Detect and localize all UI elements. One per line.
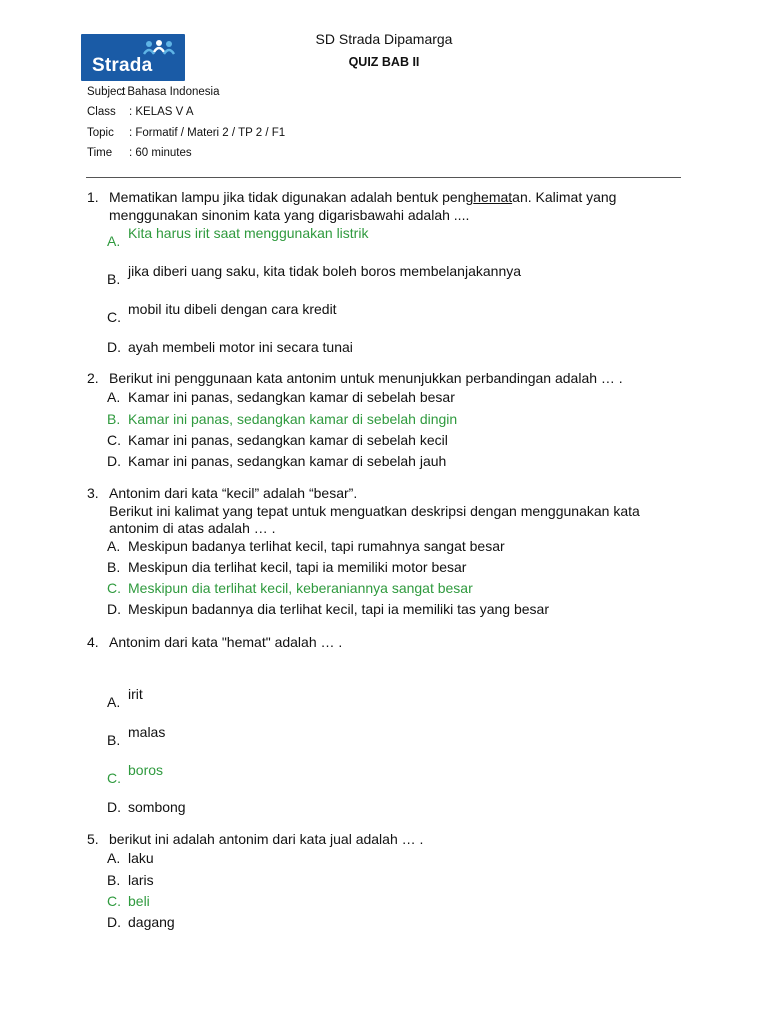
option-text: boros: [128, 762, 164, 778]
question-text-part: Mematikan lampu jika tidak digunakan adalah bentuk peng: [109, 189, 474, 205]
question-3-text: Antonim dari kata “kecil” adalah “besar”.: [109, 485, 358, 501]
option-text: Meskipun dia terlihat kecil, tapi ia memiliki motor besar: [128, 559, 467, 575]
meta-class: [87, 106, 194, 118]
option-letter: C.: [107, 432, 121, 448]
option-text: Kamar ini panas, sedangkan kamar di sebelah jauh: [128, 453, 447, 469]
question-3-text-line3: antonim di atas adalah … .: [109, 520, 276, 536]
option-letter: A.: [107, 850, 121, 866]
option-text: sombong: [128, 799, 186, 815]
meta-time: [87, 147, 192, 159]
option-text: jika diberi uang saku, kita tidak boleh boros membelanjakannya: [128, 263, 522, 279]
meta-value: : Bahasa Indonesia: [121, 86, 220, 98]
school-name: SD Strada Dipamarga: [315, 31, 453, 47]
option-text: malas: [128, 724, 166, 740]
option-text: laku: [128, 850, 154, 866]
option-letter: A.: [107, 694, 121, 710]
meta-label: Time: [87, 147, 113, 159]
option-text: laris: [128, 872, 154, 888]
logo-text: Strada: [92, 55, 153, 76]
question-text-part: an. Kalimat yang: [512, 189, 617, 205]
question-number: 5.: [87, 831, 99, 847]
option-text: Kamar ini panas, sedangkan kamar di sebelah dingin: [128, 411, 458, 427]
question-5-text: berikut ini adalah antonim dari kata jual adalah … .: [109, 831, 424, 847]
option-text: beli: [128, 893, 150, 909]
option-text: Kamar ini panas, sedangkan kamar di sebelah kecil: [128, 432, 448, 448]
option-letter: B.: [107, 872, 121, 888]
question-4-text: Antonim dari kata "hemat" adalah … .: [109, 634, 343, 650]
option-text: ayah membeli motor ini secara tunai: [128, 339, 353, 355]
meta-label: Topic: [87, 127, 114, 139]
option-letter: C.: [107, 893, 121, 909]
option-letter: D.: [107, 914, 121, 930]
meta-value: : Formatif / Materi 2 / TP 2 / F1: [129, 127, 286, 139]
option-letter: C.: [107, 580, 121, 596]
option-text: dagang: [128, 914, 175, 930]
option-letter: A.: [107, 233, 121, 249]
meta-label: Class: [87, 106, 116, 118]
option-letter: A.: [107, 538, 121, 554]
option-text: irit: [128, 686, 143, 702]
option-letter: B.: [107, 732, 121, 748]
question-1-text: [109, 189, 616, 205]
option-text: mobil itu dibeli dengan cara kredit: [128, 301, 337, 317]
question-number: 1.: [87, 189, 99, 205]
option-letter: D.: [107, 453, 121, 469]
meta-value: : KELAS V A: [129, 106, 194, 118]
option-letter: B.: [107, 271, 121, 287]
meta-label: Subject: [87, 86, 126, 98]
option-letter: B.: [107, 411, 121, 427]
meta-topic: [87, 127, 285, 139]
question-2-text: Berikut ini penggunaan kata antonim untuk menunjukkan perbandingan adalah … .: [109, 370, 623, 386]
question-number: 2.: [87, 370, 99, 386]
option-letter: C.: [107, 309, 121, 325]
option-letter: A.: [107, 389, 121, 405]
option-text: Meskipun dia terlihat kecil, keberaniannya sangat besar: [128, 580, 473, 596]
option-text: Meskipun badannya dia terlihat kecil, tapi ia memiliki tas yang besar: [128, 601, 549, 617]
option-text: Kamar ini panas, sedangkan kamar di sebelah besar: [128, 389, 455, 405]
option-letter: D.: [107, 339, 121, 355]
question-3-text-line2: Berikut ini kalimat yang tepat untuk menguatkan deskripsi dengan menggunakan kata: [109, 503, 640, 519]
question-number: 3.: [87, 485, 99, 501]
option-letter: B.: [107, 559, 121, 575]
question-1-text-line2: menggunakan sinonim kata yang digarisbawahi adalah ....: [109, 207, 470, 223]
header-divider: [86, 177, 681, 178]
option-text: Meskipun badanya terlihat kecil, tapi rumahnya sangat besar: [128, 538, 505, 554]
quiz-title: QUIZ BAB II: [348, 55, 420, 69]
question-number: 4.: [87, 634, 99, 650]
meta-value: : 60 minutes: [129, 147, 192, 159]
option-text: Kita harus irit saat menggunakan listrik: [128, 225, 369, 241]
option-letter: D.: [107, 799, 121, 815]
underlined-word: hemat: [473, 189, 513, 205]
meta-subject: [87, 86, 219, 98]
option-letter: D.: [107, 601, 121, 617]
option-letter: C.: [107, 770, 121, 786]
